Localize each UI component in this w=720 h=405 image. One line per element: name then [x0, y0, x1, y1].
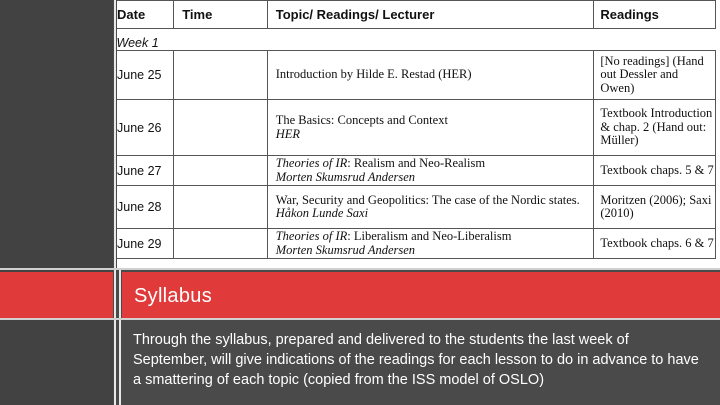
slide-body	[122, 322, 720, 405]
row-date: June 26	[117, 100, 174, 156]
lecturer-name: HER	[275, 126, 301, 141]
row-topic	[267, 229, 594, 259]
row-topic	[267, 100, 594, 156]
row-readings: Textbook chaps. 5 & 7	[594, 156, 716, 186]
row-topic	[267, 186, 594, 229]
lecturer-name: Morten Skumsrud Andersen	[275, 242, 416, 257]
row-readings: Textbook Introduction & chap. 2 (Hand out: Müller)	[594, 100, 716, 156]
topic-text: Introduction by Hilde E. Restad (HER)	[275, 67, 472, 82]
table-header-row	[117, 1, 716, 29]
table-row	[117, 186, 716, 229]
slide-title-bar	[122, 272, 720, 318]
row-time	[174, 100, 268, 156]
table-row	[117, 51, 716, 100]
vertical-divider-1	[114, 0, 116, 405]
header-readings: Readings	[594, 1, 716, 29]
row-date: June 25	[117, 51, 174, 100]
row-date: June 27	[117, 156, 174, 186]
table-row	[117, 156, 716, 186]
topic-text	[276, 230, 594, 244]
row-time	[174, 51, 268, 100]
row-time	[174, 229, 268, 259]
topic-rest: : Liberalism and Neo-Liberalism	[347, 229, 512, 243]
row-topic	[267, 51, 594, 100]
row-topic	[267, 156, 594, 186]
row-readings: [No readings] (Hand out Dessler and Owen)	[594, 51, 716, 100]
slide-body-text: Through the syllabus, prepared and delivered to the students the last week of September, will give indications of the readings for each lesson to do in advance to have a smattering of each topic (copied from the ISS model of OSLO)	[133, 332, 699, 388]
header-topic: Topic/ Readings/ Lecturer	[267, 1, 594, 29]
row-date: June 28	[117, 186, 174, 229]
syllabus-table	[117, 0, 716, 259]
table-row	[117, 229, 716, 259]
header-date: Date	[117, 1, 174, 29]
horizontal-divider-bottom	[0, 318, 720, 320]
topic-rest: : Realism and Neo-Realism	[347, 156, 486, 170]
week-row	[117, 29, 716, 51]
header-time: Time	[174, 1, 268, 29]
topic-italic: Theories of IR	[275, 229, 348, 243]
syllabus-table-image	[117, 0, 720, 268]
row-time	[174, 186, 268, 229]
row-readings: Moritzen (2006); Saxi (2010)	[594, 186, 716, 229]
topic-text	[276, 157, 594, 171]
week-label: Week 1	[117, 29, 716, 51]
slide-title: Syllabus	[134, 285, 212, 307]
left-panel-top	[0, 0, 113, 272]
horizontal-divider-top	[0, 268, 720, 270]
table-row	[117, 100, 716, 156]
row-date: June 29	[117, 229, 174, 259]
topic-text: War, Security and Geopolitics: The case of the Nordic states.	[275, 192, 580, 207]
left-accent-red	[0, 272, 113, 318]
row-readings: Textbook chaps. 6 & 7	[594, 229, 716, 259]
row-time	[174, 156, 268, 186]
lecturer-name: Morten Skumsrud Andersen	[275, 169, 416, 184]
topic-text: The Basics: Concepts and Context	[275, 113, 448, 127]
topic-italic: Theories of IR	[275, 156, 348, 170]
left-panel-bottom	[0, 318, 113, 405]
lecturer-name: Håkon Lunde Saxi	[275, 206, 369, 220]
